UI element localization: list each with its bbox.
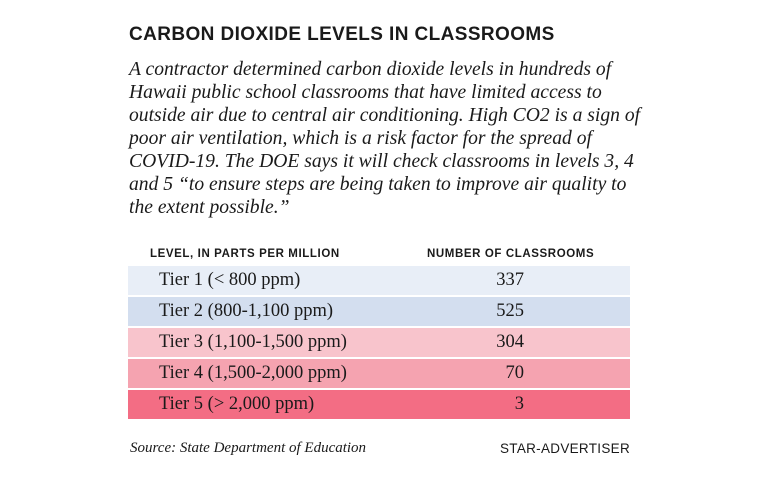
classroom-count: 337 (496, 270, 524, 290)
column-header-count: NUMBER OF CLASSROOMS (427, 248, 595, 260)
classroom-count: 304 (496, 332, 524, 352)
tier-label: Tier 2 (800-1,100 ppm) (159, 301, 334, 321)
table-row (128, 359, 630, 388)
tier-label: Tier 4 (1,500-2,000 ppm) (159, 363, 347, 383)
data-table (128, 266, 630, 421)
table-row (128, 328, 630, 357)
classroom-count: 3 (514, 394, 524, 414)
table-row (128, 297, 630, 326)
tier-label: Tier 5 (> 2,000 ppm) (159, 394, 315, 414)
source-note: Source: State Department of Education (130, 440, 367, 456)
column-header-level: LEVEL, IN PARTS PER MILLION (150, 248, 340, 260)
classroom-count: 70 (505, 363, 524, 383)
publisher-credit: STAR-ADVERTISER (499, 441, 630, 456)
classroom-count: 525 (496, 301, 524, 321)
tier-label: Tier 3 (1,100-1,500 ppm) (159, 332, 347, 352)
chart-subtitle: A contractor determined carbon dioxide levels in hundreds of Hawaii public school classrooms that have limited access to outside air due to central air conditioning. High CO2 is a sign of poor air ventilation, which is a risk factor for the spread of COVID-19. The DOE says it will check classrooms in levels 3, 4 and 5 “to ensure steps are being taken to improve air quality to the extent possible.” (129, 59, 641, 218)
tier-label: Tier 1 (< 800 ppm) (159, 270, 301, 290)
table-row (128, 266, 630, 295)
chart-title: CARBON DIOXIDE LEVELS IN CLASSROOMS (129, 24, 555, 45)
table-row (128, 390, 630, 419)
